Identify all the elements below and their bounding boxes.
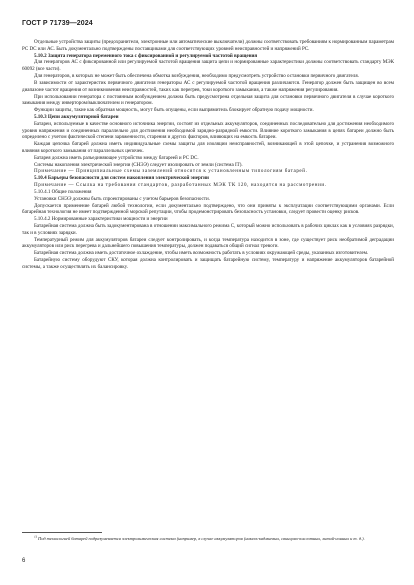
paragraph: Батарейная система должна иметь достаточное охлаждение, чтобы иметь возможность работать в условиях окружающей среды, указанных изготовителем. bbox=[34, 250, 369, 257]
section-heading: 5.10.2 Защита генератора переменного тока с фиксированной и регулируемой частотой вращения bbox=[34, 52, 258, 59]
paragraph-text: Допускается применение батарей любой технологии, если документально подтверждено, что они приняты к эксплуатации соответствующими органами. Если батарейная технология не имеет подтвержденной морской репутации, чтобы продемонстрировать безопасность установки, следует провести оценку рисков. bbox=[22, 202, 394, 216]
paragraph: Батарея должна иметь разъединяющее устройство между батареей и РС DC. bbox=[34, 154, 199, 161]
paragraph: Системы накопления электрической энергии (СНЭЭ) следует изолировать от земли (система IT). bbox=[34, 161, 243, 168]
paragraph: Каждая цепочка батарей должна иметь индивидуальные схемы защиты для изоляции неисправностей, возникающей в этой цепочке, и устранения возможного влияния короткого замыкания от параллельных цепочек. bbox=[22, 141, 394, 154]
paragraph: При использовании генератора с постоянным возбуждением должна быть предусмотрена отдельная защита для остановки первичного двигателя в случае короткого замыкания между инвертором/выключателем и генератором. bbox=[22, 93, 394, 107]
paragraph: Отдельные устройства защиты (предохранители, электронные или автоматические выключатели) должны соответствовать требованиям к нормированным параметрам РС DC или АС. Быть документально подтверждены поставщиками для соответствующих уровней неисправностей и напряжений РС. bbox=[22, 39, 394, 52]
section-heading: 5.10.3 Цепи аккумуляторной батареи bbox=[34, 113, 119, 120]
paragraph: Установки СНЭЭ должны быть спроектированы с учетом барьеров безопасности. bbox=[34, 195, 210, 202]
footnote-text: Под технологией батарей подразумевается электрохимическая система (например, в случае аккумуляторов (никель-кадмиевых, свинцово-кислотных, литий-ионных и т. д.). bbox=[38, 536, 365, 541]
paragraph: Для генераторов АС с фиксированной или регулируемой частотой вращения защита цепи и нормированные характеристики должны соответствовать стандарту МЭК 60092 (все части). bbox=[22, 59, 394, 73]
paragraph: Батарейную систему оборудуют СКУ, которая должна контролировать и защищать батарейную систему, температуру и напряжение аккумуляторов батарейной системы, а также осуществлять их балансировку. bbox=[22, 257, 394, 270]
paragraph: Для генераторов, в которых не может быть обеспечена обмотка возбуждения, необходимо предусмотреть устройство остановки первичного двигателя. bbox=[34, 73, 359, 80]
note: Примечание — Ссылка на требования стандартов, разработанных МЭК ТК 120, находятся на рассмотрении. bbox=[34, 182, 327, 189]
footnote-separator bbox=[22, 532, 102, 533]
document-header: ГОСТ Р 71739—2024 bbox=[22, 20, 93, 27]
paragraph: Температурный режим для аккумуляторов батареи следует контролировать, и когда температура находится в зоне, где существует риск необратимой деградации аккумуляторов или риск перегрева и дальнейшего повышения температуры, должен подаваться общий сигнал тревоги. bbox=[22, 236, 394, 250]
document-body bbox=[22, 39, 394, 271]
subsection-heading: 5.10.4.2 Нормированные характеристики мощности и энергии bbox=[34, 216, 168, 223]
page-number: 6 bbox=[22, 558, 26, 564]
footnote bbox=[22, 536, 394, 542]
paragraph: Батареи, используемые в качестве основного источника энергии, состоят из отдельных аккумуляторов, соединенных последовательно для достижения необходимого уровня напряжения и соединенных параллельно для достижения необходимой зарядно-разрядной емкости. Влияние короткого замыкания в цепях батареи должно быть определено с учетом фактической степени заряженности, старения и других факторов, влияющих на емкость батареи. bbox=[22, 120, 394, 141]
paragraph: Батарейная система должна быть задокументирована в отношении максимального режима С, который можно использовать в рабочих циклах как в условиях разрядки, так и в условиях зарядки. bbox=[22, 222, 394, 236]
footnote-marker: 1) bbox=[34, 534, 37, 539]
paragraph: В зависимости от характеристик первичного двигателя генераторы АС с регулируемой частотой вращения различаются. Генератор должен быть защищен во всем диапазоне частот вращения от возникновения неисправностей, таких как перегрев, токи короткого замыкания, а также напряжения регулирования. bbox=[22, 79, 394, 93]
note: Примечание — Принципиальные схемы заземлений относятся к установленным типологиям батарей. bbox=[34, 168, 308, 175]
paragraph: Функции защиты, такие как обратная мощность, могут быть опущены, если выпрямитель блокирует обратную подачу мощности. bbox=[34, 107, 314, 114]
paragraph bbox=[22, 203, 394, 217]
subsection-heading: 5.10.4.1 Общие положения bbox=[34, 188, 92, 195]
section-heading: 5.10.4 Барьеры безопасности для систем накопления электрической энергии bbox=[34, 175, 209, 182]
